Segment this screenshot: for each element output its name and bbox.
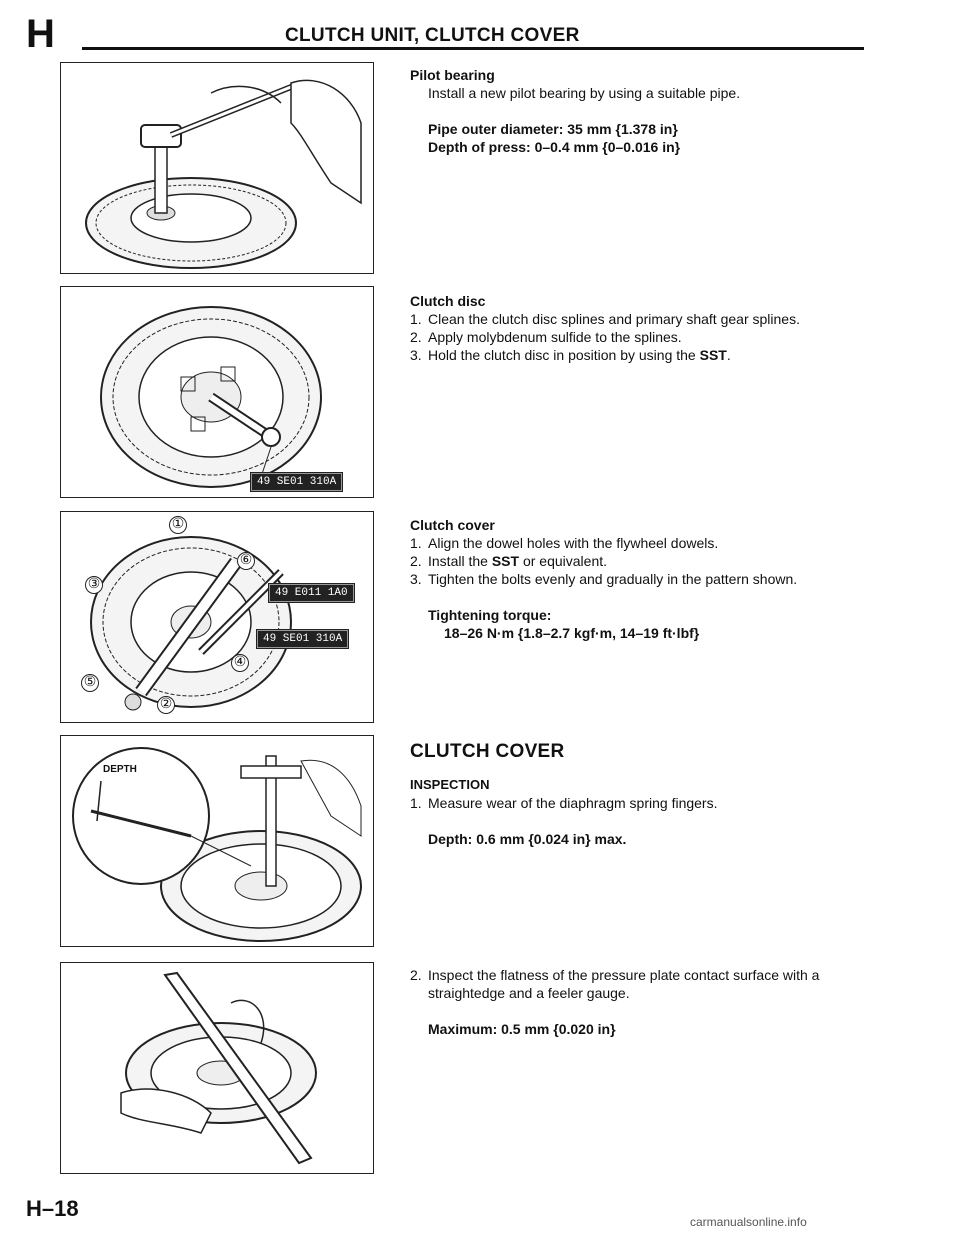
pilot-bearing-instruction: Install a new pilot bearing by using a suitable pipe. xyxy=(428,85,741,101)
step-number: 1. xyxy=(410,795,422,811)
step-text: Inspect the flatness of the pressure plate contact surface with a straightedge and a feeler gauge. xyxy=(428,967,820,1001)
hammer-flywheel-illustration xyxy=(61,63,373,273)
sst-label-2: 49 SE01 310A xyxy=(257,630,348,648)
clutch-cover-bolt-pattern-illustration xyxy=(61,512,373,722)
clutch-cover-step-3 xyxy=(410,570,870,588)
pipe-diameter-spec: Pipe outer diameter: 35 mm {1.378 in} xyxy=(428,121,678,137)
flatness-section xyxy=(410,966,870,1038)
inspection-step-1 xyxy=(410,794,870,812)
clutch-disc-step-1 xyxy=(410,310,870,328)
flatness-spec: Maximum: 0.5 mm {0.020 in} xyxy=(428,1021,616,1037)
step-text-end: . xyxy=(726,347,731,363)
clutch-disc-steps xyxy=(410,310,870,364)
step-text: Apply molybdenum sulfide to the splines. xyxy=(428,329,682,345)
clutch-cover-heading: Clutch cover xyxy=(410,517,495,533)
step-text: Measure wear of the diaphragm spring fingers. xyxy=(428,795,718,811)
clutch-cover-step-2 xyxy=(410,552,870,570)
clutch-disc-step-2 xyxy=(410,328,870,346)
inspection-step-2 xyxy=(410,966,870,1002)
clutch-disc-sst-illustration xyxy=(61,287,373,497)
watermark: carmanualsonline.info xyxy=(690,1215,807,1229)
figure-pilot-bearing xyxy=(60,62,374,274)
step-text: Clean the clutch disc splines and primary shaft gear splines. xyxy=(428,311,800,327)
press-depth-spec: Depth of press: 0–0.4 mm {0–0.016 in} xyxy=(428,139,681,155)
sst-term: SST xyxy=(491,553,520,569)
page-number: H–18 xyxy=(26,1196,79,1221)
bolt-callout-4: ④ xyxy=(231,654,249,672)
pilot-bearing-heading: Pilot bearing xyxy=(410,67,495,83)
inspection-section xyxy=(410,740,870,848)
straightedge-feeler-illustration xyxy=(61,963,373,1173)
clutch-disc-heading: Clutch disc xyxy=(410,293,486,309)
inspection-step-2-item xyxy=(410,966,870,1002)
bolt-callout-3: ③ xyxy=(85,576,103,594)
step-number: 3. xyxy=(410,571,422,587)
bolt-callout-6: ⑥ xyxy=(237,552,255,570)
step-text: Align the dowel holes with the flywheel dowels. xyxy=(428,535,719,551)
figure-finger-depth xyxy=(60,735,374,947)
section-letter: H xyxy=(26,12,55,56)
step-text: Install the xyxy=(428,553,488,569)
page-title: CLUTCH UNIT, CLUTCH COVER xyxy=(285,25,580,46)
figure-clutch-disc xyxy=(60,286,374,498)
inspection-step-1-item xyxy=(410,794,870,812)
step-number: 2. xyxy=(410,553,422,569)
title-rule xyxy=(82,47,864,50)
torque-value: 18–26 N·m {1.8–2.7 kgf·m, 14–19 ft·lbf} xyxy=(444,625,700,641)
step-number: 1. xyxy=(410,311,422,327)
step-number: 1. xyxy=(410,535,422,551)
step-number: 2. xyxy=(410,967,422,983)
step-number: 3. xyxy=(410,347,422,363)
bolt-callout-5: ⑤ xyxy=(81,674,99,692)
step-text: Hold the clutch disc in position by using the xyxy=(428,347,696,363)
inspection-subtitle: INSPECTION xyxy=(410,777,490,792)
depth-label: DEPTH xyxy=(103,764,137,775)
clutch-cover-step-1 xyxy=(410,534,870,552)
sst-label-1: 49 E011 1A0 xyxy=(269,584,354,602)
clutch-disc-section xyxy=(410,292,870,364)
pilot-bearing-section xyxy=(410,66,870,156)
step-text: Tighten the bolts evenly and gradually in the pattern shown. xyxy=(428,571,798,587)
step-number: 2. xyxy=(410,329,422,345)
torque-label: Tightening torque: xyxy=(428,607,552,623)
depth-spec: Depth: 0.6 mm {0.024 in} max. xyxy=(428,831,627,847)
sst-term: SST xyxy=(699,347,727,363)
figure-clutch-cover xyxy=(60,511,374,723)
figure-flatness xyxy=(60,962,374,1174)
sst-label: 49 SE01 310A xyxy=(251,473,342,491)
bolt-callout-1: ① xyxy=(169,516,187,534)
step-text-end: or equivalent. xyxy=(519,553,608,569)
clutch-disc-step-3 xyxy=(410,346,870,364)
clutch-cover-steps xyxy=(410,534,870,588)
inspection-title: CLUTCH COVER xyxy=(410,741,565,762)
bolt-callout-2: ② xyxy=(157,696,175,714)
clutch-cover-section xyxy=(410,516,870,642)
